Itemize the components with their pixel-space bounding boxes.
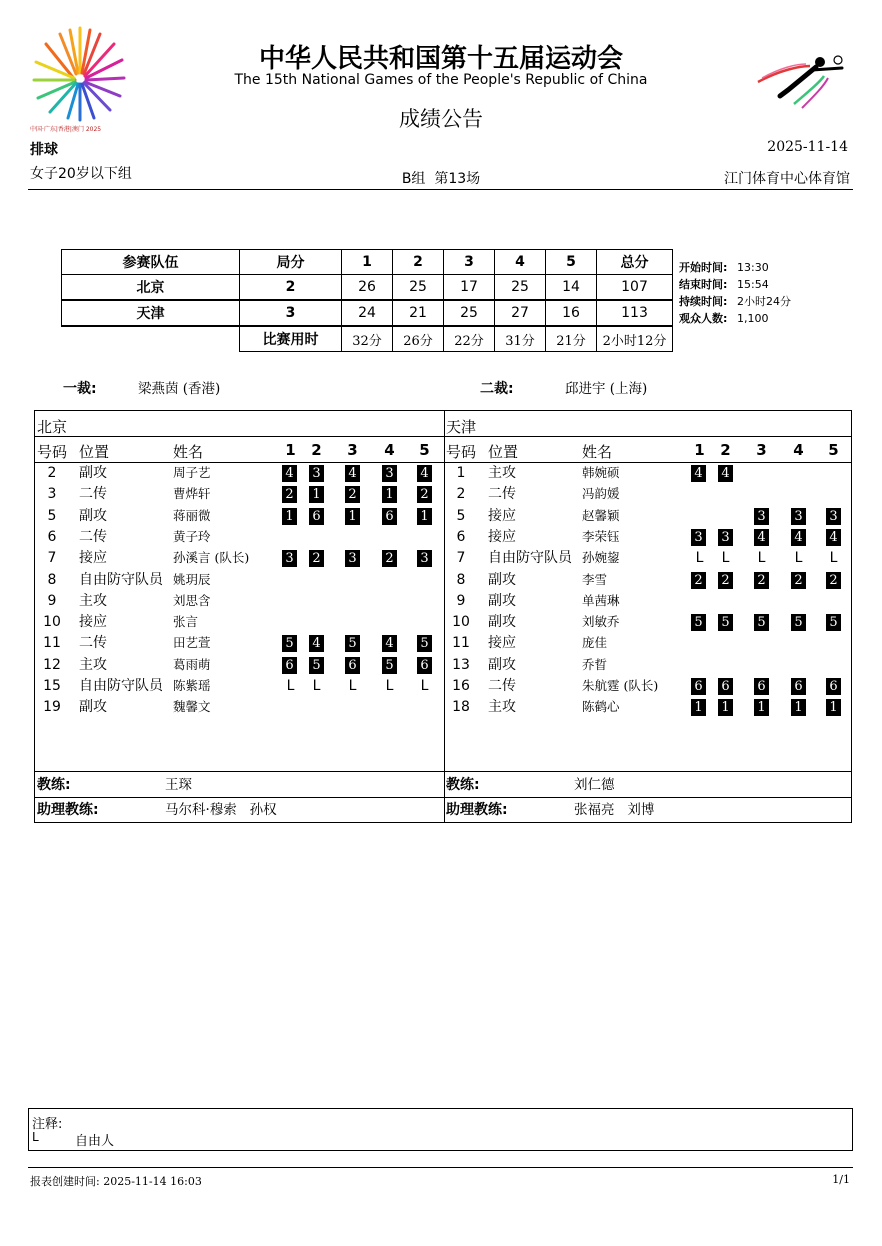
- starting-position: 4: [309, 635, 324, 652]
- player-position: 接应: [488, 528, 516, 545]
- logo-caption: 中国·广东|香港|澳门 2025: [30, 126, 102, 133]
- player-name: 孙婉鋆: [582, 550, 620, 566]
- player-number: 3: [47, 486, 57, 503]
- player-position: 自由防守队员: [79, 571, 163, 588]
- second-referee-label: 二裁:: [480, 381, 514, 397]
- roster-divider: [444, 411, 445, 822]
- starting-position: 3: [826, 508, 841, 525]
- player-name: 李雪: [582, 571, 608, 587]
- player-position: 接应: [79, 550, 107, 567]
- starting-position: 3: [791, 508, 806, 525]
- end-time: 结束时间: 15:54: [679, 278, 769, 291]
- player-position: 接应: [488, 635, 516, 652]
- starting-position: 4: [282, 465, 297, 482]
- set-score: 14: [546, 275, 597, 301]
- duration-label: 比赛用时: [240, 326, 342, 352]
- header-set-4: 4: [495, 250, 546, 275]
- column-name: 姓名: [173, 443, 204, 461]
- starting-position: 1: [826, 699, 841, 716]
- player-number: 11: [43, 635, 61, 652]
- player-number: 8: [47, 571, 57, 588]
- notes-symbol: L: [32, 1130, 39, 1144]
- libero-mark: L: [286, 678, 295, 694]
- column-position: 位置: [79, 443, 110, 461]
- team-name: 天津: [446, 418, 477, 436]
- libero-mark: L: [312, 678, 321, 694]
- player-name: 庞佳: [582, 635, 608, 651]
- assistant-coach-names: 张福亮 刘博: [574, 802, 655, 818]
- player-number: 9: [47, 592, 57, 609]
- team-name: 北京: [37, 418, 68, 436]
- starting-position: 6: [345, 657, 360, 674]
- column-set-3: 3: [347, 441, 358, 459]
- starting-position: 5: [309, 657, 324, 674]
- starting-position: 1: [754, 699, 769, 716]
- player-position: 副攻: [79, 507, 107, 524]
- player-number: 10: [43, 614, 61, 631]
- starting-position: 1: [417, 508, 432, 525]
- starting-position: 1: [345, 508, 360, 525]
- set-score: 25: [495, 275, 546, 301]
- player-number: 7: [456, 550, 466, 567]
- first-referee: 梁燕茵 (香港): [138, 381, 221, 397]
- column-name: 姓名: [582, 443, 613, 461]
- starting-position: 2: [345, 486, 360, 503]
- starting-position: 3: [382, 465, 397, 482]
- column-set-2: 2: [720, 441, 731, 459]
- player-position: 二传: [79, 635, 107, 652]
- starting-position: 6: [282, 657, 297, 674]
- set-duration: 31分: [495, 326, 546, 352]
- libero-mark: L: [794, 550, 803, 567]
- group-match: B组 第13场: [401, 171, 481, 187]
- coach-label: 教练:: [37, 777, 71, 793]
- starting-position: 6: [417, 657, 432, 674]
- starting-position: 4: [345, 465, 360, 482]
- player-position: 主攻: [488, 465, 516, 481]
- column-set-3: 3: [756, 441, 767, 459]
- starting-position: 5: [282, 635, 297, 652]
- column-position: 位置: [488, 443, 519, 461]
- starting-position: 5: [754, 614, 769, 631]
- team-name: 天津: [62, 300, 240, 326]
- starting-position: 5: [345, 635, 360, 652]
- second-referee: 邱进宇 (上海): [565, 381, 648, 397]
- match-info: [679, 259, 791, 327]
- starting-position: 2: [718, 572, 733, 589]
- set-score: 21: [393, 300, 444, 326]
- column-set-5: 5: [419, 441, 430, 459]
- column-set-4: 4: [793, 441, 804, 459]
- set-score: 16: [546, 300, 597, 326]
- starting-position: 6: [826, 678, 841, 695]
- player-name: 孙溪言 (队长): [173, 550, 250, 566]
- team-sets-won: 2: [240, 275, 342, 301]
- set-score: 25: [393, 275, 444, 301]
- player-position: 接应: [79, 614, 107, 631]
- scoreboard-team-row: [62, 275, 673, 301]
- document-title: 成绩公告: [399, 107, 483, 131]
- notes-title: 注释:: [32, 1117, 63, 1132]
- header-team: 参赛队伍: [62, 250, 240, 275]
- report-created: 报表创建时间: 2025-11-14 16:03: [30, 1175, 202, 1188]
- player-name: 黄子玲: [173, 528, 211, 544]
- starting-position: 4: [791, 529, 806, 546]
- player-name: 魏馨文: [173, 699, 211, 715]
- player-number: 11: [452, 635, 470, 652]
- starting-position: 1: [282, 508, 297, 525]
- starting-position: 3: [282, 550, 297, 567]
- starting-position: 5: [417, 635, 432, 652]
- starting-position: 1: [691, 699, 706, 716]
- duration: 持续时间: 2小时24分: [679, 295, 791, 308]
- assistant-coach-label: 助理教练:: [446, 802, 508, 818]
- column-set-2: 2: [311, 441, 322, 459]
- player-position: 副攻: [488, 592, 516, 609]
- set-duration: 26分: [393, 326, 444, 352]
- header-sets: 局分: [240, 250, 342, 275]
- header-divider: [28, 189, 853, 190]
- player-position: 副攻: [488, 571, 516, 588]
- player-number: 6: [47, 528, 57, 545]
- coach-name: 刘仁德: [574, 777, 615, 793]
- starting-position: 3: [345, 550, 360, 567]
- starting-position: 3: [417, 550, 432, 567]
- starting-position: 2: [791, 572, 806, 589]
- games-title-en: The 15th National Games of the People's Republic of China: [234, 72, 648, 88]
- set-score: 24: [342, 300, 393, 326]
- starting-position: 4: [718, 465, 733, 482]
- set-score: 26: [342, 275, 393, 301]
- player-number: 19: [43, 699, 61, 716]
- player-position: 副攻: [79, 699, 107, 716]
- starting-position: 4: [754, 529, 769, 546]
- player-number: 2: [456, 486, 466, 503]
- starting-position: 6: [382, 508, 397, 525]
- starting-position: 6: [309, 508, 324, 525]
- player-number: 13: [452, 656, 470, 673]
- header-set-1: 1: [342, 250, 393, 275]
- assistant-coach-names: 马尔科·穆索 孙权: [165, 802, 277, 818]
- total-duration: 2小时12分: [597, 326, 673, 352]
- starting-position: 1: [718, 699, 733, 716]
- roster-table: [34, 410, 852, 823]
- header-set-2: 2: [393, 250, 444, 275]
- player-name: 田艺萱: [173, 635, 211, 651]
- player-name: 赵馨颖: [582, 507, 620, 523]
- libero-mark: L: [757, 550, 766, 567]
- player-number: 10: [452, 614, 470, 631]
- volleyball-pictogram-icon: [750, 52, 850, 112]
- total-score: 113: [597, 300, 673, 326]
- player-position: 副攻: [488, 656, 516, 673]
- notes-box: [28, 1108, 853, 1151]
- player-number: 2: [47, 465, 57, 481]
- starting-position: 2: [282, 486, 297, 503]
- player-position: 二传: [79, 528, 107, 545]
- venue: 江门体育中心体育馆: [724, 171, 850, 187]
- attendance: 观众人数: 1,100: [679, 312, 769, 325]
- player-position: 主攻: [488, 699, 516, 716]
- player-number: 16: [452, 678, 470, 694]
- starting-position: 4: [417, 465, 432, 482]
- starting-position: 5: [382, 657, 397, 674]
- libero-mark: L: [695, 550, 704, 567]
- player-name: 曹烨轩: [173, 486, 211, 502]
- set-duration: 32分: [342, 326, 393, 352]
- player-number: 7: [47, 550, 57, 567]
- scoreboard-team-row: [62, 300, 673, 326]
- starting-position: 5: [691, 614, 706, 631]
- games-title-cn: 中华人民共和国第十五届运动会: [258, 44, 623, 74]
- player-name: 单茜琳: [582, 592, 620, 608]
- player-number: 1: [456, 465, 466, 481]
- player-position: 副攻: [79, 465, 107, 481]
- starting-position: 2: [826, 572, 841, 589]
- player-number: 12: [43, 656, 61, 673]
- set-score: 25: [444, 300, 495, 326]
- column-num: 号码: [37, 443, 68, 461]
- set-score: 17: [444, 275, 495, 301]
- starting-position: 2: [417, 486, 432, 503]
- report-date: 2025-11-14: [767, 139, 848, 155]
- starting-position: 5: [718, 614, 733, 631]
- starting-position: 6: [754, 678, 769, 695]
- player-number: 5: [456, 507, 466, 524]
- scoreboard-table: [61, 249, 673, 352]
- player-name: 李荣钰: [582, 528, 620, 544]
- duration-row: [62, 326, 673, 352]
- player-number: 6: [456, 528, 466, 545]
- player-position: 自由防守队员: [79, 678, 163, 694]
- player-name: 蒋丽微: [173, 507, 211, 523]
- coach-label: 教练:: [446, 777, 480, 793]
- player-number: 15: [43, 678, 61, 694]
- category: 女子20岁以下组: [30, 166, 132, 182]
- player-name: 朱航霆 (队长): [582, 678, 659, 693]
- header-total: 总分: [597, 250, 673, 275]
- player-name: 姚玥辰: [173, 571, 211, 587]
- starting-position: 2: [691, 572, 706, 589]
- starting-position: 4: [826, 529, 841, 546]
- player-number: 9: [456, 592, 466, 609]
- team-name: 北京: [62, 275, 240, 301]
- starting-position: 4: [691, 465, 706, 482]
- starting-position: 2: [754, 572, 769, 589]
- starting-position: 1: [791, 699, 806, 716]
- set-score: 27: [495, 300, 546, 326]
- set-duration: 22分: [444, 326, 495, 352]
- page-number: 1/1: [832, 1173, 850, 1186]
- libero-mark: L: [348, 678, 357, 694]
- libero-mark: L: [721, 550, 730, 567]
- column-set-1: 1: [285, 441, 296, 459]
- footer-divider: [28, 1167, 853, 1168]
- player-name: 刘敏乔: [582, 614, 620, 630]
- column-set-5: 5: [828, 441, 839, 459]
- team-sets-won: 3: [240, 300, 342, 326]
- player-position: 自由防守队员: [488, 550, 572, 567]
- first-referee-label: 一裁:: [63, 381, 97, 397]
- sport-name: 排球: [30, 142, 58, 158]
- starting-position: 6: [718, 678, 733, 695]
- notes-meaning: 自由人: [75, 1134, 115, 1149]
- starting-position: 1: [309, 486, 324, 503]
- player-number: 8: [456, 571, 466, 588]
- column-num: 号码: [446, 443, 477, 461]
- total-score: 107: [597, 275, 673, 301]
- starting-position: 6: [791, 678, 806, 695]
- starting-position: 6: [691, 678, 706, 695]
- player-number: 5: [47, 507, 57, 524]
- player-name: 张言: [173, 614, 199, 630]
- assistant-coach-label: 助理教练:: [37, 802, 99, 818]
- column-set-4: 4: [384, 441, 395, 459]
- start-time: 开始时间: 13:30: [679, 261, 769, 274]
- starting-position: 5: [791, 614, 806, 631]
- starting-position: 5: [826, 614, 841, 631]
- starting-position: 2: [309, 550, 324, 567]
- player-position: 二传: [488, 486, 516, 503]
- scoreboard-header-row: [62, 250, 673, 275]
- libero-mark: L: [420, 678, 429, 694]
- libero-mark: L: [829, 550, 838, 567]
- starting-position: 1: [382, 486, 397, 503]
- starting-position: 3: [691, 529, 706, 546]
- player-position: 副攻: [488, 614, 516, 631]
- starting-position: 3: [754, 508, 769, 525]
- starting-position: 4: [382, 635, 397, 652]
- player-position: 主攻: [79, 592, 107, 609]
- player-name: 乔晢: [582, 656, 608, 672]
- starting-position: 2: [382, 550, 397, 567]
- player-name: 刘思含: [173, 592, 211, 608]
- libero-mark: L: [385, 678, 394, 694]
- player-name: 陈鹤心: [582, 699, 620, 715]
- player-name: 周子艺: [173, 465, 211, 480]
- player-position: 二传: [488, 678, 516, 694]
- column-set-1: 1: [694, 441, 705, 459]
- player-name: 葛雨萌: [173, 656, 211, 672]
- starting-position: 3: [309, 465, 324, 482]
- header-set-5: 5: [546, 250, 597, 275]
- player-name: 韩婉硕: [582, 465, 620, 480]
- coach-name: 王琛: [165, 777, 192, 793]
- player-number: 18: [452, 699, 470, 716]
- set-duration: 21分: [546, 326, 597, 352]
- player-name: 冯韵媛: [582, 486, 620, 502]
- player-position: 接应: [488, 507, 516, 524]
- player-name: 陈紫瑶: [173, 678, 211, 693]
- starting-position: 3: [718, 529, 733, 546]
- header-set-3: 3: [444, 250, 495, 275]
- player-position: 二传: [79, 486, 107, 503]
- player-position: 主攻: [79, 656, 107, 673]
